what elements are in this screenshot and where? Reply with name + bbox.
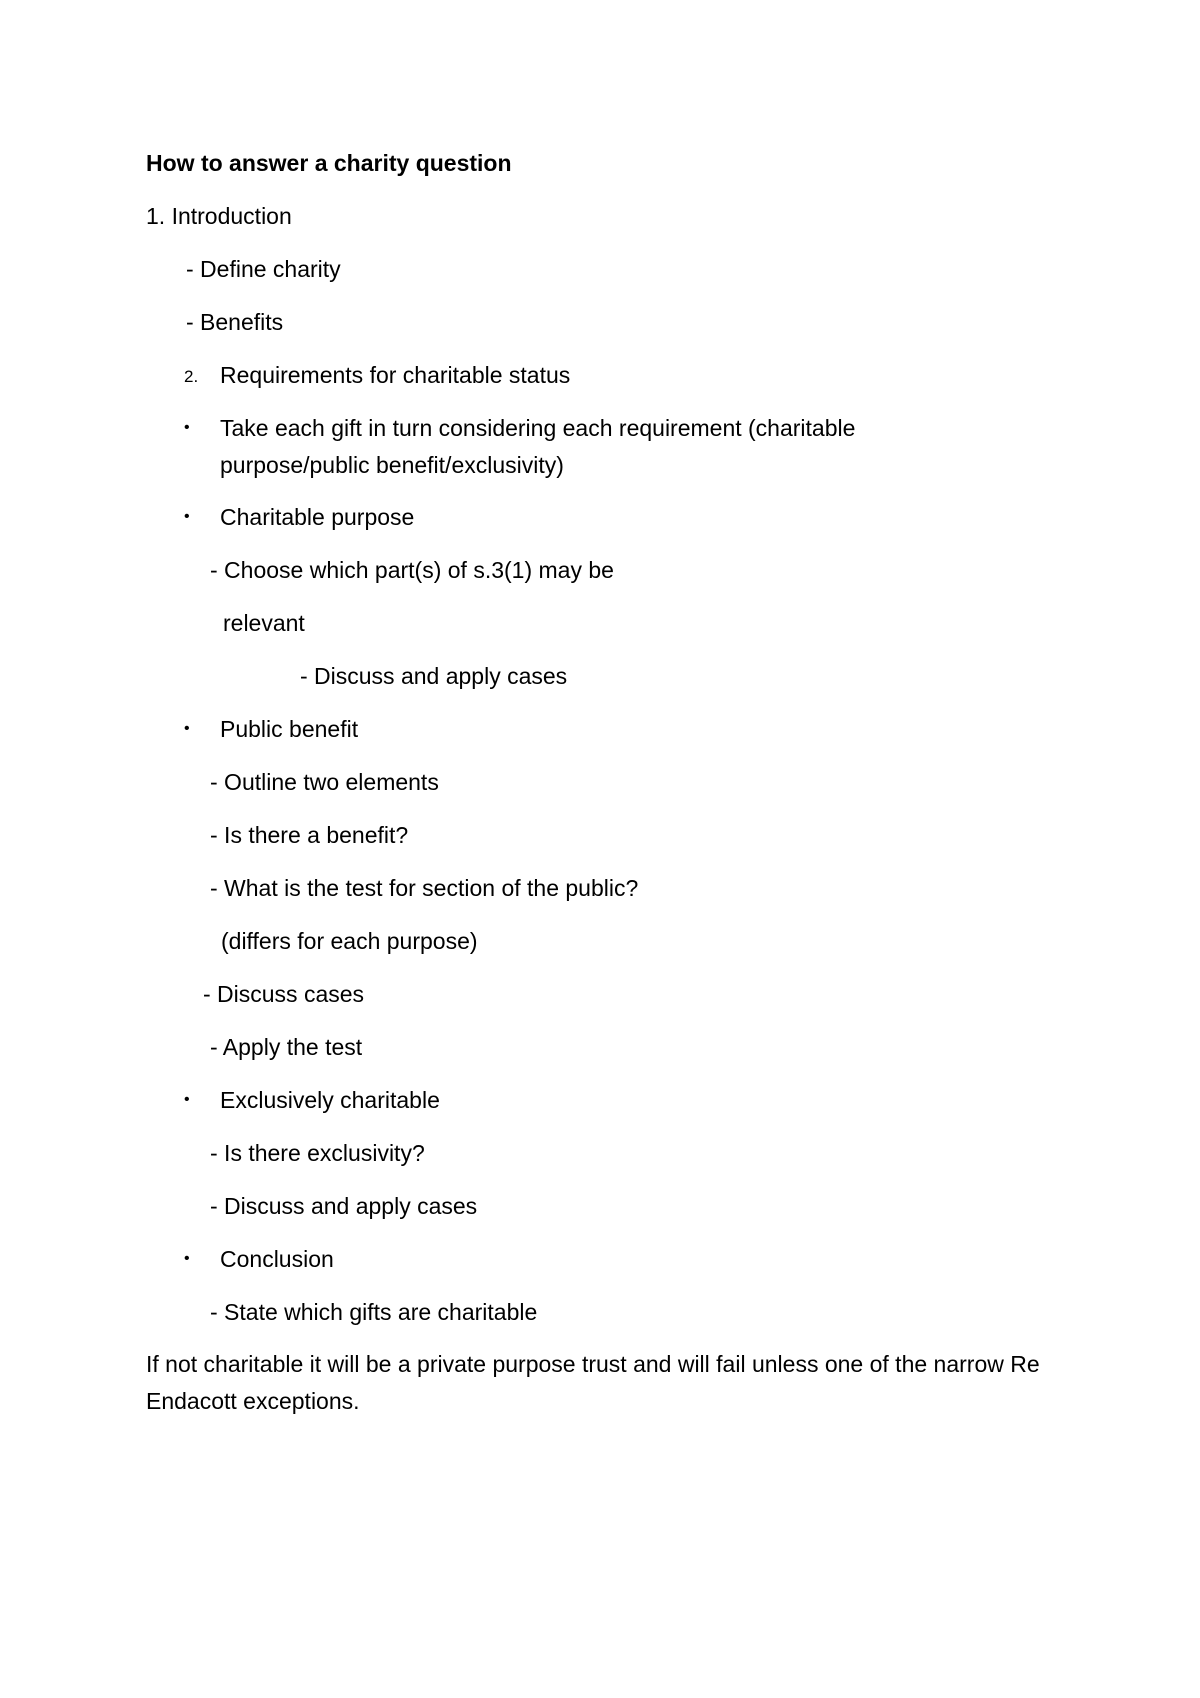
bullet-icon: • (184, 1091, 190, 1108)
document-title: How to answer a charity question (146, 150, 512, 176)
bullet-icon: • (184, 419, 190, 436)
bullet-3-heading: Public benefit (220, 716, 359, 742)
section-2-heading: Requirements for charitable status (220, 362, 571, 388)
bullet-icon: • (184, 1250, 190, 1267)
section-1-item-benefits: - Benefits (186, 309, 284, 335)
bullet-1-line-1: Take each gift in turn considering each requirement (charitable (220, 415, 856, 441)
section-1-heading: 1. Introduction (146, 203, 292, 229)
closing-paragraph: If not charitable it will be a private purpose trust and will fail unless one of the narrow Re Endacott exceptions. (146, 1351, 1040, 1414)
bullet-3-item-3-line-2: (differs for each purpose) (221, 928, 478, 954)
bullet-2-heading: Charitable purpose (220, 504, 415, 530)
bullet-3-item-2: - Is there a benefit? (210, 822, 409, 848)
section-2-number: 2. (184, 367, 199, 386)
bullet-5-heading: Conclusion (220, 1246, 334, 1272)
bullet-3-item-4: - Discuss cases (203, 981, 365, 1007)
bullet-4-heading: Exclusively charitable (220, 1087, 440, 1113)
bullet-3-item-5: - Apply the test (210, 1034, 363, 1060)
section-1-item-define: - Define charity (186, 256, 341, 282)
bullet-4-item-2: - Discuss and apply cases (210, 1193, 478, 1219)
bullet-5-item-1: - State which gifts are charitable (210, 1299, 538, 1325)
bullet-icon: • (184, 508, 190, 525)
bullet-2-item-1-line-1: - Choose which part(s) of s.3(1) may be (210, 557, 614, 583)
bullet-1-line-2: purpose/public benefit/exclusivity) (220, 452, 564, 478)
bullet-2-item-1-line-2: relevant (223, 610, 305, 636)
bullet-4-item-1: - Is there exclusivity? (210, 1140, 425, 1166)
bullet-2-item-2: - Discuss and apply cases (300, 663, 568, 689)
bullet-icon: • (184, 720, 190, 737)
bullet-3-item-1: - Outline two elements (210, 769, 439, 795)
bullet-3-item-3-line-1: - What is the test for section of the public? (210, 875, 639, 901)
